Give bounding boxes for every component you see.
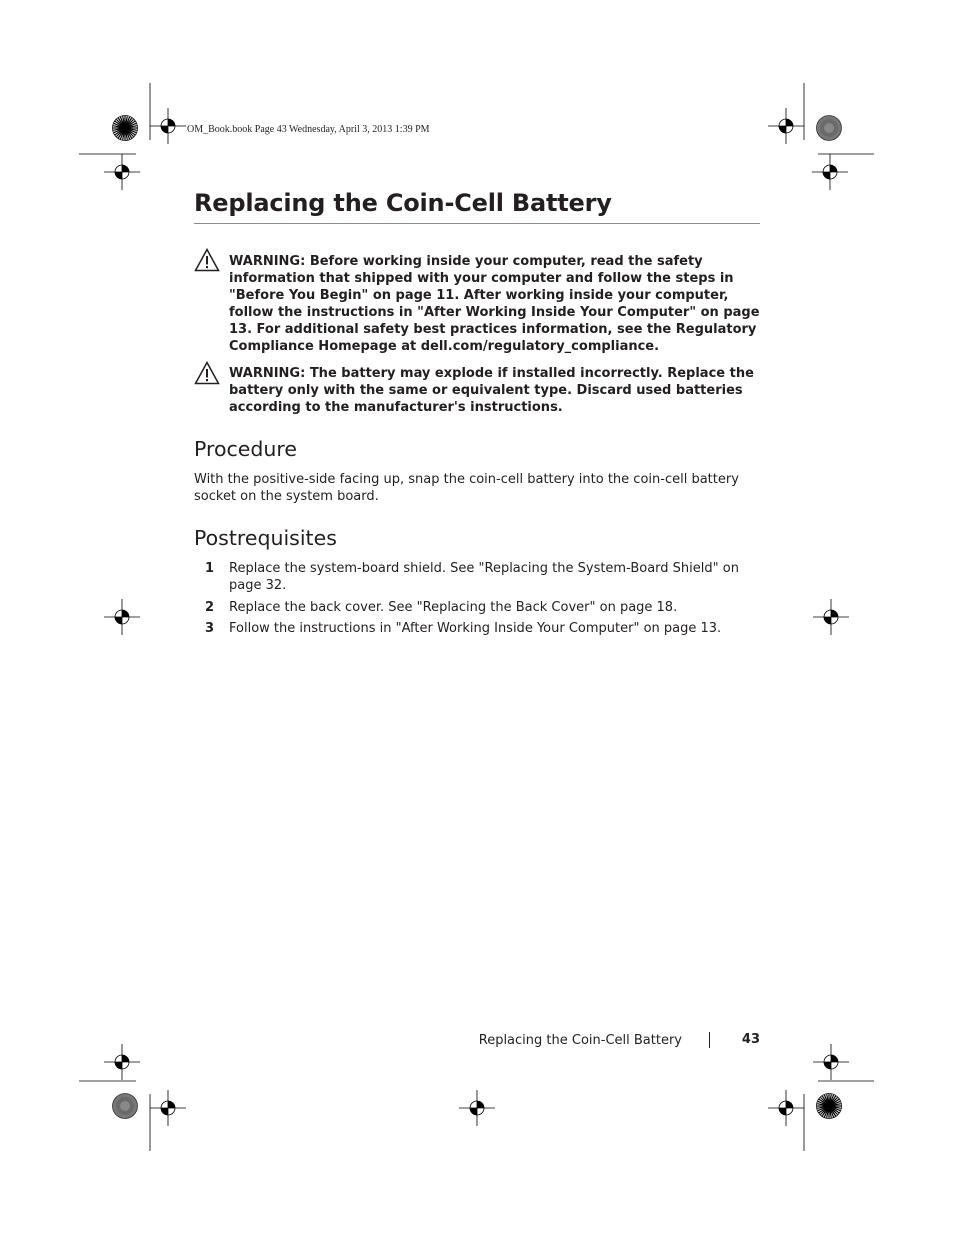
warning-safety-text: WARNING: Before working inside your computer, read the safety information that shipped with your computer and follow the steps in "Before You Begin" on page 11. After working inside your computer, follow the instructions in "After Working Inside Your Computer" on page 13. For additional safety best practices information, see the Regulatory Compliance Homepage at dell.com/regulatory_compliance. <box>229 254 760 354</box>
step-text: Replace the back cover. See "Replacing the Back Cover" on page 18. <box>229 600 678 615</box>
procedure-body: With the positive-side facing up, snap the coin-cell battery into the coin-cell battery socket on the system board. <box>194 472 739 504</box>
slug-line: OM_Book.book Page 43 Wednesday, April 3, 2013 1:39 PM <box>187 124 430 135</box>
warning-battery-text: WARNING: The battery may explode if installed incorrectly. Replace the battery only with the same or equivalent type. Discard used batteries according to the manufacturer's instructions. <box>229 366 754 415</box>
warning-triangle-icon <box>194 248 220 272</box>
footer-separator <box>709 1032 710 1048</box>
step-text: Follow the instructions in "After Working Inside Your Computer" on page 13. <box>229 621 722 636</box>
step-text: Replace the system-board shield. See "Replacing the System-Board Shield" on page 32. <box>229 561 739 593</box>
postrequisites-heading: Postrequisites <box>194 526 337 550</box>
page-number: 43 <box>741 1032 760 1047</box>
step-number: 1 <box>205 561 215 576</box>
page-title: Replacing the Coin-Cell Battery <box>194 189 612 217</box>
step-number: 2 <box>205 600 215 615</box>
title-rule <box>194 223 760 224</box>
footer-section-title: Replacing the Coin-Cell Battery <box>478 1033 682 1048</box>
warning-triangle-icon <box>194 361 220 385</box>
step-number: 3 <box>205 621 215 636</box>
procedure-heading: Procedure <box>194 437 298 461</box>
